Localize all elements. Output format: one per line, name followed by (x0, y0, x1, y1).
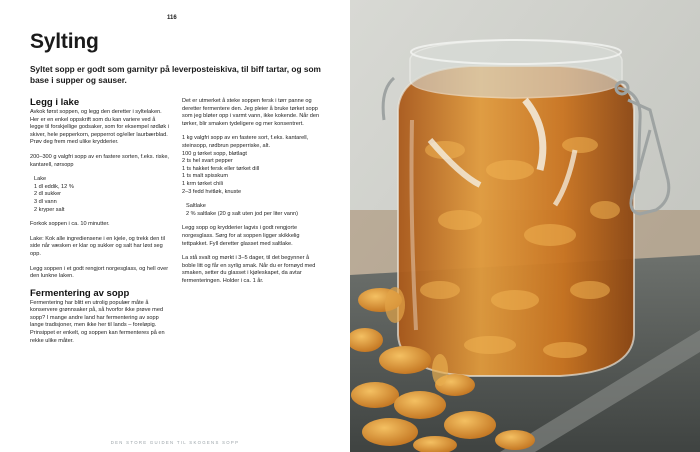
list-item: Lake (34, 176, 47, 183)
lake-list (30, 176, 170, 214)
list-item: 2–3 fedd hvitløk, knuste (182, 188, 242, 195)
list-item: 1 kg valgfri sopp av en fastere sort, f.eks. kantarell, steinsopp, rødbrun pepperriske, alt. (182, 135, 309, 149)
list-item: 1 ts hakket fersk eller tørket dill (182, 165, 260, 172)
right-column (182, 98, 322, 292)
list-item: 1 krm tørket chili (182, 180, 224, 187)
ingredient-list (182, 135, 322, 196)
list-item: 3 dl vann (34, 198, 57, 205)
paragraph: Det er utmerket å steke soppen fersk i tørr panne og deretter fermentere den. Jeg pleier å bruke tørket sopp som jeg bløter opp i varmt vann, ikke kokende. Når den tørker, blir smaken tydeligere og mer konsentrert. (182, 98, 320, 127)
paragraph: Fermentering har blitt en utrolig populær måte å konservere grønnsaker på, så hvorfor ikke prøve med sopp? I mange andre land har fermentering av sopp lange tradisjoner, men ikke her til lands – foreløpig. Prinsippet er enkelt, og soppen kan fermenteres på en rekke ulike måter. (30, 299, 165, 344)
paragraph: Legg soppen i et godt rengjort norgesglass, og hell over den lunkne laken. (30, 265, 169, 280)
list-item: Saltlake (186, 203, 206, 210)
jar-illustration (350, 0, 700, 452)
photo-pickled-mushroom-jar (350, 0, 700, 452)
section-heading-fermentering: Fermentering av sopp (30, 287, 130, 299)
page-number: 116 (167, 15, 177, 21)
list-item: 100 g tørket sopp, bløtlagt (182, 150, 247, 157)
paragraph: 200–300 g valgfri sopp av en fastere sorten, f.eks. riske, kantarell, rørsopp (30, 153, 169, 168)
list-item: 1 ts malt spisskum (182, 173, 229, 180)
list-item: 2 dl sukker (34, 191, 62, 198)
section-heading-legg-i-lake: Legg i lake (30, 97, 80, 108)
page-title: Sylting (30, 30, 99, 53)
list-item: 1 dl eddik, 12 % (34, 183, 74, 190)
paragraph: Avkok først soppen, og legg den deretter i syltelaken. Her er en enkel oppskrift som du kan variere ved å legge til forskjellige godsaker, som for eksempel rødløk i skiver, hele pepperkorn, pepperrot og/eller laurbærblad. Prøv deg frem med ulike krydderier. (30, 109, 169, 146)
paragraph: Forkok soppen i ca. 10 minutter. (30, 221, 110, 228)
glass-jar (398, 40, 634, 376)
list-item: 2 % saltlake (20 g salt uten jod per liter vann) (186, 210, 298, 217)
paragraph: Legg sopp og krydderier lagvis i godt rengjorte norgesglass. Sørg for at soppen ligger skikkelig tettpakket. Fyll deretter glasset med saltlake. (182, 225, 300, 247)
list-item: 2 ts hel svart pepper (182, 158, 233, 165)
left-column (30, 97, 170, 352)
paragraph: Lake: Kok alle ingrediensene i en kjele, og trekk den til side når væsken er klar og sukker og salt har løst seg opp. (30, 235, 165, 257)
paragraph: La stå svalt og mørkt i 3–5 dager, til det begynner å boble litt og får en syrlig smak. Når du er fornøyd med smaken, setter du glasset i kjøleskapet, da avtar fermenteringen. Holder i ca. 1 år. (182, 255, 316, 284)
saltlake-list (182, 203, 322, 218)
lead-paragraph: Syltet sopp er godt som garnityr på leverposteiskiva, til biff tartar, og som base i supper og sauser. (30, 64, 321, 85)
list-item: 2 kryper salt (34, 206, 65, 213)
page-footer: DEN STORE GUIDEN TIL SKOGENS SOPP (110, 440, 240, 445)
